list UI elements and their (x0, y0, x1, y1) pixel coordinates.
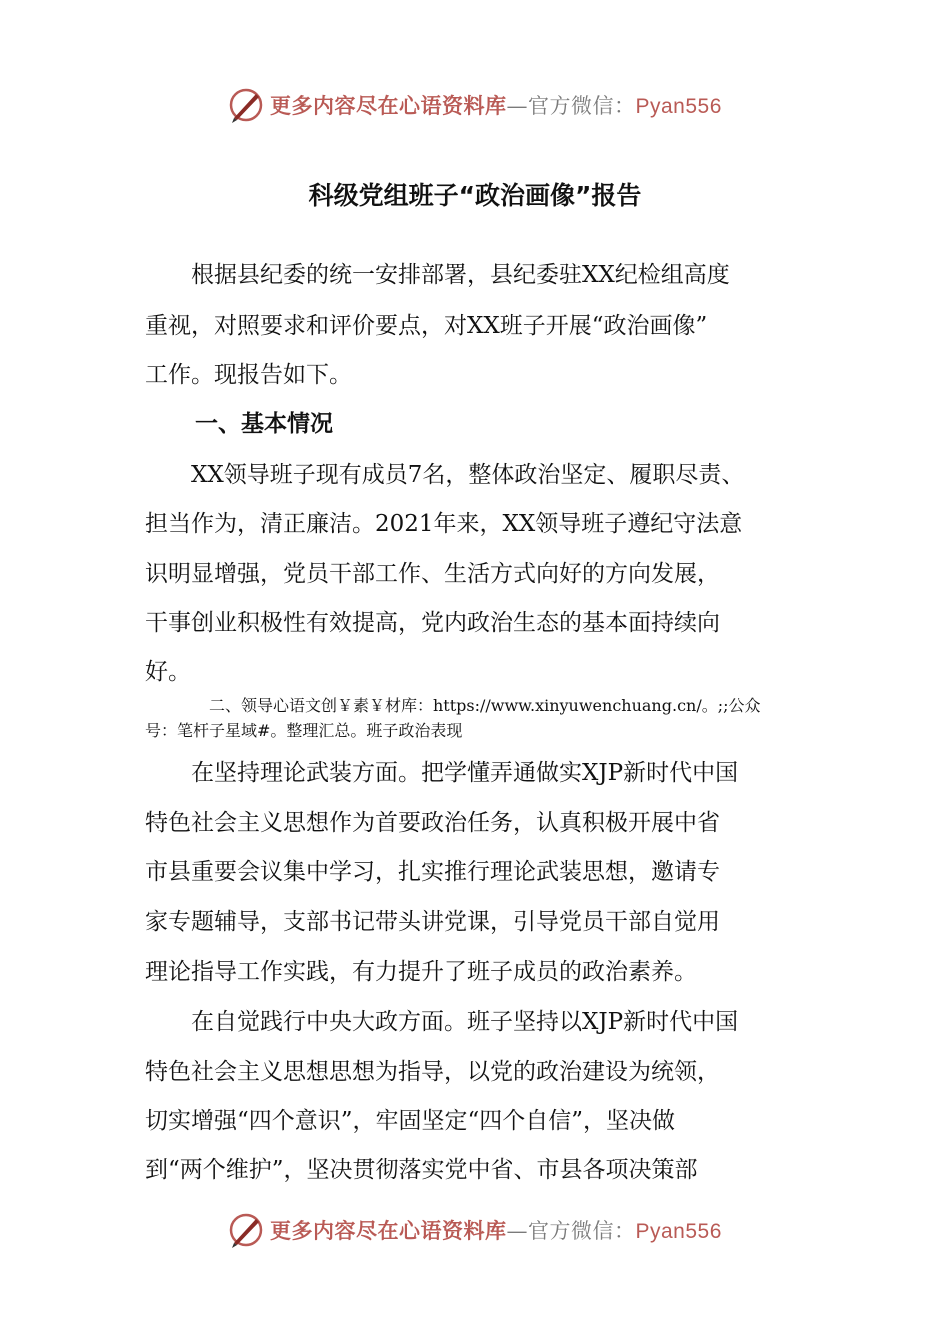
banner-text: 更多内容尽在心语资料库—官方微信：Pyan556 (270, 93, 722, 118)
body-line: 重视，对照要求和评价要点，对XX班子开展“政治画像” (145, 313, 708, 339)
pen-logo-icon (226, 85, 266, 125)
body-line: 根据县纪委的统一安排部署，县纪委驻XX纪检组高度 (145, 262, 730, 288)
pen-logo-icon (226, 1210, 266, 1250)
body-line: 识明显增强，党员干部工作、生活方式向好的方向发展， (145, 561, 720, 587)
document-title: 科级党组班子“政治画像”报告 (308, 181, 642, 210)
body-line: 理论指导工作实践，有力提升了班子成员的政治素养。 (145, 959, 697, 985)
section-heading: 一、基本情况 (195, 411, 333, 437)
body-line: 市县重要会议集中学习，扎实推行理论武装思想，邀请专 (145, 859, 720, 885)
body-line: 干事创业积极性有效提高，党内政治生态的基本面持续向 (145, 610, 720, 636)
body-line: 在坚持理论武装方面。把学懂弄通做实XJP新时代中国 (145, 760, 739, 786)
body-line: 工作。现报告如下。 (145, 362, 352, 388)
body-line: 好。 (145, 659, 191, 685)
watermark-line: 号：笔杆子星域#。整理汇总。班子政治表现 (145, 721, 463, 740)
body-line: 到“两个维护”，坚决贯彻落实党中省、市县各项决策部 (145, 1157, 698, 1183)
body-line: XX领导班子现有成员7名，整体政治坚定、履职尽责、 (145, 462, 745, 488)
banner-text: 更多内容尽在心语资料库—官方微信：Pyan556 (270, 1218, 722, 1243)
body-line: 担当作为，清正廉洁。2021年来，XX领导班子遵纪守法意 (145, 511, 743, 537)
body-line: 在自觉践行中央大政方面。班子坚持以XJP新时代中国 (145, 1009, 739, 1035)
watermark-line: 二、领导心语文创￥素￥材库：https://www.xinyuwenchuang.cn/。;;公众 (145, 696, 761, 715)
header-banner (0, 80, 950, 130)
body-line: 特色社会主义思想作为首要政治任务，认真积极开展中省 (145, 810, 720, 836)
body-line: 特色社会主义思想思想为指导，以党的政治建设为统领， (145, 1059, 720, 1085)
body-line: 家专题辅导，支部书记带头讲党课，引导党员干部自觉用 (145, 909, 720, 935)
footer-banner (0, 1205, 950, 1255)
body-line: 切实增强“四个意识”，牢固坚定“四个自信”，坚决做 (145, 1108, 676, 1134)
